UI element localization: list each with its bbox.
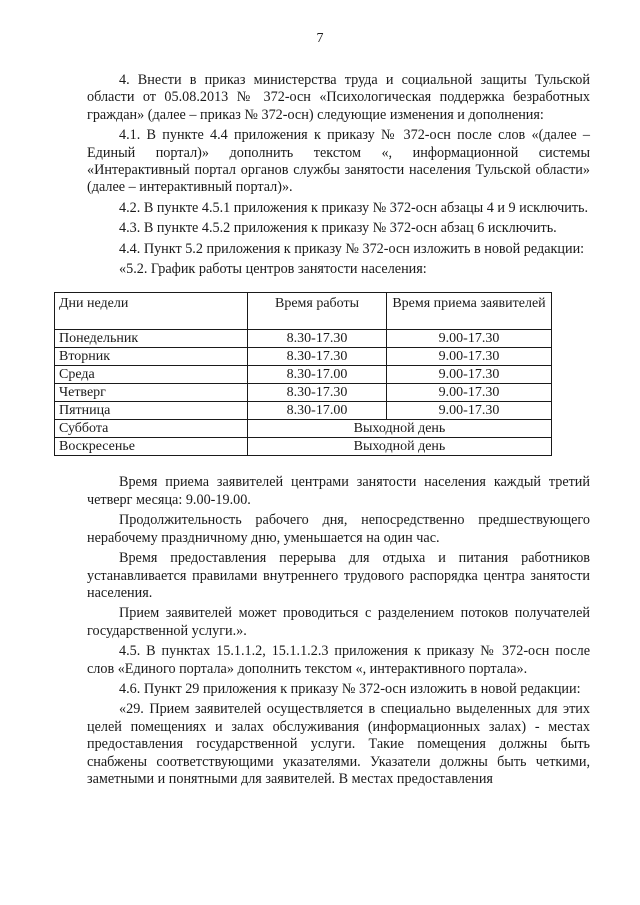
table-caption: «5.2. График работы центров занятости населения: — [119, 261, 427, 278]
day-cell: Пятница — [55, 402, 248, 420]
paragraph-4-4: 4.4. Пункт 5.2 приложения к приказу № 372-осн изложить в новой редакции: — [119, 240, 585, 257]
table-row — [55, 438, 552, 456]
day-off-cell: Выходной день — [248, 438, 552, 456]
work-time-cell: 8.30-17.00 — [248, 402, 387, 420]
reception-time-cell: 9.00-17.30 — [387, 402, 552, 420]
reception-time-cell: 9.00-17.30 — [387, 384, 552, 402]
table-row — [55, 348, 552, 366]
paragraph-flow-separation: Прием заявителей может проводиться с разделением потоков получателей государственной услуги.». — [87, 605, 590, 639]
day-cell: Среда — [55, 366, 248, 384]
day-cell: Воскресенье — [55, 438, 248, 456]
paragraph-third-thursday: Время приема заявителей центрами занятости населения каждый третий четверг месяца: 9.00-19.00. — [87, 474, 590, 508]
table-row — [55, 330, 552, 348]
paragraph-29: «29. Прием заявителей осуществляется в специально выделенных для этих целей помещениях и залах обслуживания (информационных залах) - местах предоставления государственной услуги. Такие помещения должны быть снабжены соответствующими указателями. Указатели должны быть четкими, заметными и понятными для заявителей. В местах предоставления — [87, 701, 590, 787]
document-body — [59, 72, 590, 788]
table-row — [55, 366, 552, 384]
reception-time-cell: 9.00-17.30 — [387, 366, 552, 384]
day-off-cell: Выходной день — [248, 420, 552, 438]
day-cell: Суббота — [55, 420, 248, 438]
paragraph-4: 4. Внести в приказ министерства труда и социальной защиты Тульской области от 05.08.2013 № 372-осн «Психологическая поддержка безработных граждан» (далее – приказ № 372-осн) следующие изменения и дополнения: — [87, 72, 590, 123]
reception-time-cell: 9.00-17.30 — [387, 348, 552, 366]
table-header-row — [55, 293, 552, 330]
paragraph-4-2: 4.2. В пункте 4.5.1 приложения к приказу № 372-осн абзацы 4 и 9 исключить. — [119, 199, 589, 216]
paragraph-4-3: 4.3. В пункте 4.5.2 приложения к приказу № 372-осн абзац 6 исключить. — [119, 220, 557, 237]
table-row — [55, 420, 552, 438]
header-day: Дни недели — [55, 293, 248, 330]
table-row — [55, 402, 552, 420]
day-cell: Вторник — [55, 348, 248, 366]
paragraph-4-5: 4.5. В пунктах 15.1.1.2, 15.1.1.2.3 приложения к приказу № 372-осн после слов «Единого портала» дополнить текстом «, интерактивного портала». — [87, 643, 590, 677]
header-reception-time: Время приема заявителей — [387, 293, 552, 330]
header-work-time: Время работы — [248, 293, 387, 330]
table-row — [55, 384, 552, 402]
work-time-cell: 8.30-17.30 — [248, 330, 387, 348]
work-time-cell: 8.30-17.30 — [248, 384, 387, 402]
schedule-table — [54, 292, 552, 456]
paragraph-break-time: Время предоставления перерыва для отдыха и питания работников устанавливается правилами внутреннего трудового распорядка центра занятости населения. — [87, 550, 590, 601]
day-cell: Четверг — [55, 384, 248, 402]
work-time-cell: 8.30-17.00 — [248, 366, 387, 384]
paragraph-4-1: 4.1. В пункте 4.4 приложения к приказу № 372-осн после слов «(далее – Единый портал)» дополнить текстом «, информационной системы «Интерактивный портал органов службы занятости населения Тульской области» (далее – интерактивный портал)». — [87, 127, 590, 196]
paragraph-4-6: 4.6. Пункт 29 приложения к приказу № 372-осн изложить в новой редакции: — [119, 680, 581, 697]
reception-time-cell: 9.00-17.30 — [387, 330, 552, 348]
day-cell: Понедельник — [55, 330, 248, 348]
work-time-cell: 8.30-17.30 — [248, 348, 387, 366]
page-number: 7 — [316, 31, 324, 46]
paragraph-pre-holiday: Продолжительность рабочего дня, непосредственно предшествующего нерабочему праздничному дню, уменьшается на один час. — [87, 512, 590, 546]
